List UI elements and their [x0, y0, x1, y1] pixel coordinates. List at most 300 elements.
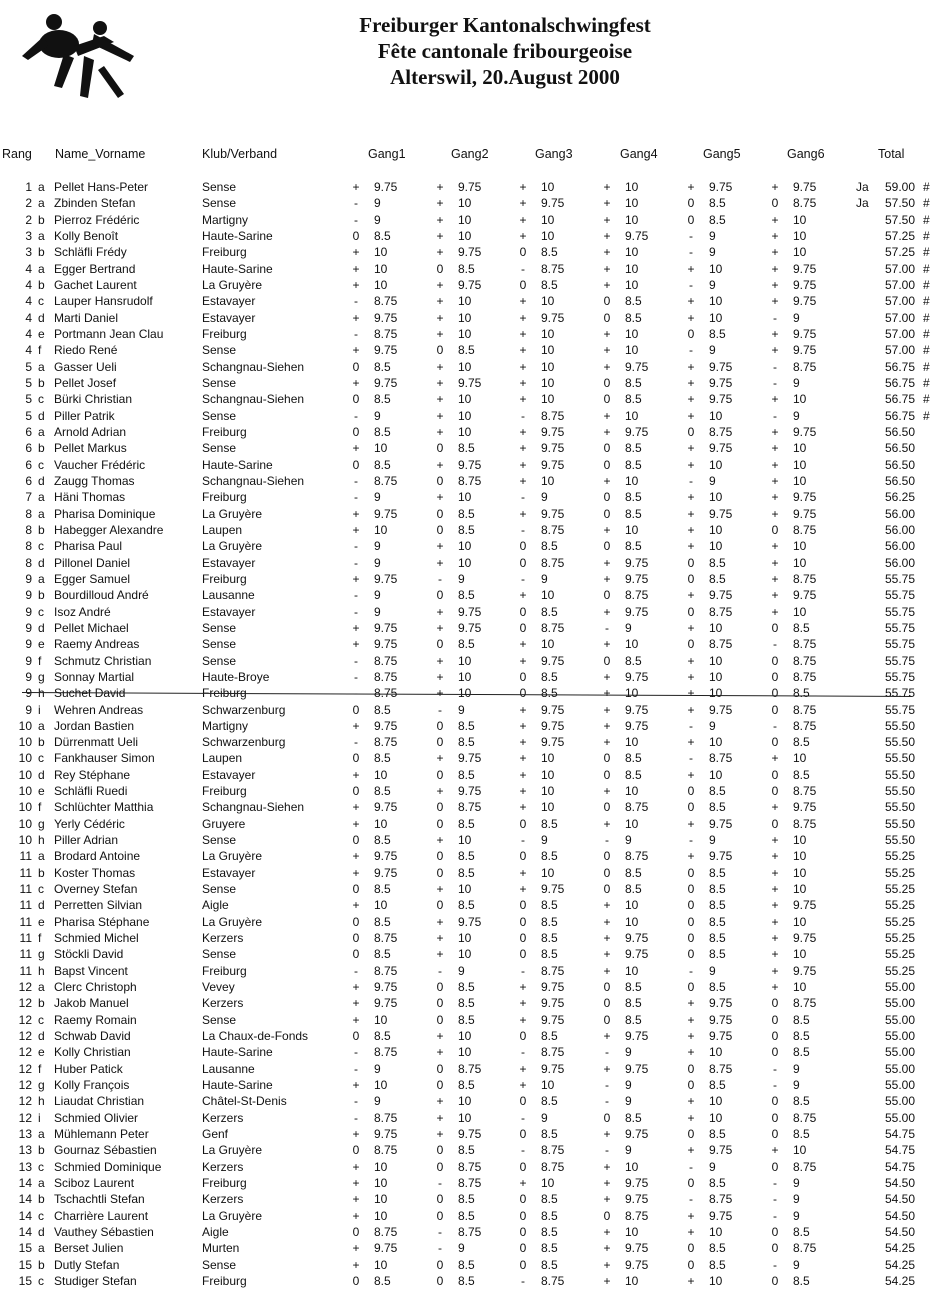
gang2-result-mark: +	[436, 359, 444, 374]
gang4-result-mark: +	[603, 963, 611, 978]
gang3-score: 8.75	[541, 261, 565, 276]
gang5-score: 10	[709, 539, 723, 554]
total-score: 57.50	[884, 212, 915, 227]
gang3-result-mark: +	[519, 588, 527, 603]
gang5-score: 8.5	[709, 1176, 726, 1191]
gang4-result-mark: 0	[603, 457, 611, 472]
total-score: 55.00	[884, 1094, 915, 1109]
total-score: 57.25	[884, 228, 915, 243]
wrestler-name: Raemy Andreas	[54, 637, 140, 652]
gang6-score: 9.75	[793, 490, 817, 505]
rank-suffix: d	[38, 620, 45, 635]
gang1-result-mark: -	[354, 963, 358, 978]
total-score: 55.25	[884, 898, 915, 913]
club-name: La Gruyère	[202, 277, 263, 292]
gang3-score: 8.5	[541, 604, 558, 619]
total-score: 55.25	[884, 963, 915, 978]
gang6-score: 10	[793, 555, 807, 570]
club-name: Aigle	[202, 898, 229, 913]
gang2-result-mark: 0	[436, 816, 444, 831]
rank-number: 10	[18, 784, 32, 799]
wrestler-name: Suchet David	[54, 686, 126, 701]
rank-suffix: d	[38, 473, 45, 488]
gang3-score: 9.75	[541, 1061, 565, 1076]
gang5-score: 10	[709, 653, 723, 668]
rank-number: 6	[25, 473, 32, 488]
gang6-score: 8.75	[793, 359, 817, 374]
gang3-result-mark: +	[519, 441, 527, 456]
gang1-result-mark: 0	[352, 833, 360, 848]
gang5-score: 9.75	[709, 441, 733, 456]
total-score: 56.75	[884, 359, 915, 374]
gang2-score: 10	[458, 196, 472, 211]
gang3-result-mark: 0	[519, 245, 527, 260]
gang4-score: 9.75	[625, 555, 649, 570]
gang5-result-mark: +	[687, 1273, 695, 1288]
gang5-result-mark: 0	[687, 980, 695, 995]
gang2-result-mark: 0	[436, 1192, 444, 1207]
rank-suffix: c	[38, 392, 44, 407]
gang2-score: 10	[458, 1094, 472, 1109]
gang1-score: 10	[374, 522, 388, 537]
gang1-result-mark: 0	[352, 359, 360, 374]
gang5-result-mark: +	[687, 669, 695, 684]
gang5-score: 9.75	[709, 375, 733, 390]
gang5-score: 8.5	[709, 212, 726, 227]
gang5-result-mark: 0	[687, 212, 695, 227]
gang4-score: 8.5	[625, 539, 642, 554]
club-name: Estavayer	[202, 555, 256, 570]
club-name: Sense	[202, 441, 237, 456]
gang3-score: 10	[541, 228, 555, 243]
gang3-score: 8.5	[541, 1029, 558, 1044]
gang3-result-mark: -	[521, 1110, 525, 1125]
hash-mark: #	[923, 261, 930, 276]
gang6-score: 8.5	[793, 1029, 810, 1044]
gang3-score: 8.5	[541, 898, 558, 913]
gang3-score: 9.75	[541, 735, 565, 750]
gang3-result-mark: +	[519, 424, 527, 439]
rank-number: 8	[25, 522, 32, 537]
gang5-result-mark: 0	[687, 800, 695, 815]
wrestler-name: Pharisa Paul	[54, 539, 123, 554]
club-name: Freiburg	[202, 490, 247, 505]
wrestler-name: Egger Samuel	[54, 571, 131, 586]
gang6-result-mark: +	[771, 180, 779, 194]
table-row	[0, 767, 945, 783]
gang2-result-mark: +	[436, 931, 444, 946]
gang2-score: 8.75	[458, 1225, 482, 1239]
gang5-result-mark: +	[687, 408, 695, 423]
gang6-score: 9.75	[793, 506, 817, 521]
gang3-result-mark: -	[521, 833, 525, 848]
gang4-result-mark: 0	[603, 588, 611, 603]
gang1-result-mark: -	[354, 326, 358, 341]
rank-number: 2	[25, 212, 32, 227]
gang5-result-mark: +	[687, 310, 695, 325]
gang3-result-mark: +	[519, 457, 527, 472]
table-row	[0, 1126, 945, 1142]
gang6-result-mark: +	[771, 980, 779, 995]
gang4-score: 9.75	[625, 1176, 649, 1191]
rank-suffix: b	[38, 865, 45, 880]
gang1-result-mark: 0	[352, 424, 360, 439]
gang1-result-mark: +	[352, 180, 360, 194]
gang5-score: 8.5	[709, 898, 726, 913]
table-row	[0, 1159, 945, 1175]
total-score: 54.25	[884, 1241, 915, 1256]
club-name: Schangnau-Siehen	[202, 392, 305, 407]
rank-suffix: e	[38, 326, 45, 341]
rank-number: 15	[18, 1273, 32, 1288]
rank-suffix: a	[38, 1127, 45, 1142]
gang2-result-mark: +	[436, 751, 444, 766]
gang3-result-mark: +	[519, 375, 527, 390]
wrestler-name: Tschachtli Stefan	[54, 1192, 145, 1207]
table-row	[0, 620, 945, 636]
club-name: Châtel-St-Denis	[202, 1094, 287, 1109]
gang2-score: 10	[458, 490, 472, 505]
gang5-result-mark: +	[687, 1208, 695, 1223]
gang4-result-mark: +	[603, 931, 611, 946]
wrestler-name: Yerly Cédéric	[54, 816, 125, 831]
gang5-result-mark: 0	[687, 326, 695, 341]
table-row	[0, 1012, 945, 1028]
gang6-result-mark: +	[771, 506, 779, 521]
gang6-result-mark: +	[771, 947, 779, 962]
gang5-result-mark: 0	[687, 898, 695, 913]
club-name: Schangnau-Siehen	[202, 473, 305, 488]
club-name: Kerzers	[202, 996, 244, 1011]
gang3-result-mark: -	[521, 571, 525, 586]
gang6-result-mark: 0	[771, 1273, 779, 1288]
gang2-result-mark: 0	[436, 1078, 444, 1093]
gang3-score: 8.75	[541, 963, 565, 978]
gang4-score: 9	[625, 1143, 632, 1158]
gang6-score: 9.75	[793, 588, 817, 603]
gang1-score: 8.75	[374, 1143, 398, 1158]
hash-mark: #	[923, 392, 930, 407]
gang5-result-mark: 0	[687, 1061, 695, 1076]
gang6-score: 9.75	[793, 800, 817, 815]
gang6-score: 9.75	[793, 931, 817, 946]
document-title	[250, 12, 760, 90]
gang4-result-mark: +	[603, 261, 611, 276]
club-name: Freiburg	[202, 571, 247, 586]
gang3-score: 9.75	[541, 702, 565, 717]
gang6-result-mark: 0	[771, 1029, 779, 1044]
gang3-result-mark: +	[519, 310, 527, 325]
gang2-score: 10	[458, 947, 472, 962]
gang3-result-mark: 0	[519, 1257, 527, 1272]
gang6-result-mark: +	[771, 277, 779, 292]
gang2-score: 10	[458, 310, 472, 325]
gang6-result-mark: +	[771, 294, 779, 309]
table-row	[0, 1175, 945, 1191]
gang3-score: 9.75	[541, 196, 565, 211]
header-gang3: Gang3	[535, 147, 573, 161]
gang1-score: 8.75	[374, 1045, 398, 1060]
club-name: Estavayer	[202, 865, 256, 880]
gang3-score: 8.75	[541, 1159, 565, 1174]
total-score: 55.25	[884, 914, 915, 929]
gang3-score: 8.75	[541, 522, 565, 537]
table-row	[0, 375, 945, 391]
gang5-result-mark: -	[689, 1192, 693, 1207]
gang2-result-mark: +	[436, 326, 444, 341]
wrestler-name: Huber Patick	[54, 1061, 123, 1076]
total-score: 54.25	[884, 1257, 915, 1272]
gang4-result-mark: +	[603, 898, 611, 913]
gang4-result-mark: 0	[603, 294, 611, 309]
gang6-score: 10	[793, 604, 807, 619]
club-name: Sense	[202, 637, 237, 652]
gang2-result-mark: 0	[436, 1257, 444, 1272]
gang1-score: 9	[374, 588, 381, 603]
rank-number: 9	[25, 702, 32, 717]
gang6-result-mark: -	[773, 637, 777, 652]
gang1-score: 9.75	[374, 180, 398, 194]
total-score: 55.75	[884, 604, 915, 619]
gang6-result-mark: +	[771, 914, 779, 929]
gang5-result-mark: +	[687, 849, 695, 864]
table-row	[0, 293, 945, 309]
gang6-result-mark: 0	[771, 522, 779, 537]
rank-number: 4	[25, 294, 32, 309]
table-row	[0, 1028, 945, 1044]
club-name: Murten	[202, 1241, 240, 1256]
gang5-score: 8.5	[709, 1078, 726, 1093]
gang3-score: 10	[541, 751, 555, 766]
gang2-score: 9.75	[458, 914, 482, 929]
gang2-result-mark: 0	[436, 588, 444, 603]
gang4-score: 10	[625, 212, 639, 227]
rank-suffix: f	[38, 653, 42, 668]
gang4-result-mark: -	[605, 1078, 609, 1093]
gang4-result-mark: 0	[603, 539, 611, 554]
gang3-result-mark: 0	[519, 816, 527, 831]
wrestler-name: Pharisa Dominique	[54, 506, 156, 521]
gang3-score: 8.75	[541, 408, 565, 423]
gang3-score: 10	[541, 1078, 555, 1093]
gang3-score: 8.5	[541, 1257, 558, 1272]
gang6-score: 9	[793, 375, 800, 390]
gang1-result-mark: 0	[352, 1225, 360, 1239]
table-row	[0, 195, 945, 211]
rank-number: 12	[18, 1029, 32, 1044]
gang5-score: 9.75	[709, 849, 733, 864]
table-row	[0, 1093, 945, 1109]
rank-number: 4	[25, 310, 32, 325]
gang5-score: 8.5	[709, 882, 726, 897]
rank-suffix: b	[38, 522, 45, 537]
gang2-result-mark: 0	[436, 1273, 444, 1288]
club-name: Sense	[202, 833, 237, 848]
gang1-result-mark: +	[352, 343, 360, 358]
gang4-score: 8.75	[625, 1208, 649, 1223]
gang2-result-mark: -	[438, 1176, 442, 1191]
gang2-score: 8.5	[458, 1257, 475, 1272]
gang2-score: 9.75	[458, 457, 482, 472]
total-score: 55.75	[884, 686, 915, 701]
rank-suffix: f	[38, 931, 42, 946]
wrestler-name: Liaudat Christian	[54, 1094, 145, 1109]
gang1-result-mark: +	[352, 1192, 360, 1207]
gang4-result-mark: +	[603, 1192, 611, 1207]
rank-number: 9	[25, 653, 32, 668]
gang1-result-mark: +	[352, 620, 360, 635]
gang2-result-mark: 0	[436, 800, 444, 815]
gang2-score: 8.5	[458, 506, 475, 521]
rank-number: 10	[18, 800, 32, 815]
rank-suffix: c	[38, 294, 44, 309]
table-row	[0, 783, 945, 799]
gang1-score: 9	[374, 408, 381, 423]
gang6-score: 10	[793, 212, 807, 227]
gang5-result-mark: +	[687, 441, 695, 456]
gang1-score: 10	[374, 816, 388, 831]
club-name: Freiburg	[202, 326, 247, 341]
total-score: 56.25	[884, 490, 915, 505]
club-name: Gruyere	[202, 816, 246, 831]
gang6-score: 9.75	[793, 294, 817, 309]
table-row	[0, 1224, 945, 1240]
total-score: 54.75	[884, 1143, 915, 1158]
gang5-result-mark: +	[687, 375, 695, 390]
gang6-result-mark: -	[773, 408, 777, 423]
gang5-result-mark: +	[687, 1094, 695, 1109]
gang3-score: 10	[541, 784, 555, 799]
gang3-score: 8.5	[541, 1208, 558, 1223]
gang6-result-mark: 0	[771, 669, 779, 684]
gang6-score: 8.5	[793, 1012, 810, 1027]
gang1-result-mark: +	[352, 996, 360, 1011]
gang5-score: 9.75	[709, 1012, 733, 1027]
club-name: Freiburg	[202, 1176, 247, 1191]
gang2-score: 9.75	[458, 1127, 482, 1142]
gang1-score: 9.75	[374, 620, 398, 635]
rank-suffix: a	[38, 359, 45, 374]
gang2-score: 8.5	[458, 1208, 475, 1223]
gang6-result-mark: -	[773, 1061, 777, 1076]
gang1-result-mark: -	[354, 686, 358, 701]
gang4-result-mark: +	[603, 947, 611, 962]
gang3-score: 8.5	[541, 931, 558, 946]
gang2-score: 10	[458, 326, 472, 341]
total-score: 55.00	[884, 1012, 915, 1027]
rank-number: 9	[25, 604, 32, 619]
gang3-result-mark: -	[521, 522, 525, 537]
club-name: Sense	[202, 408, 237, 423]
title-line-1: Freiburger Kantonalschwingfest	[359, 13, 651, 37]
club-name: Laupen	[202, 522, 243, 537]
gang3-score: 8.5	[541, 1225, 558, 1239]
gang5-result-mark: 0	[687, 196, 695, 211]
gang1-score: 8.5	[374, 359, 391, 374]
rank-suffix: a	[38, 1241, 45, 1256]
gang1-score: 8.75	[374, 686, 398, 701]
gang2-score: 8.5	[458, 1012, 475, 1027]
gang6-score: 10	[793, 833, 807, 848]
wrestler-name: Zbinden Stefan	[54, 196, 136, 211]
rank-suffix: b	[38, 588, 45, 603]
table-row	[0, 391, 945, 407]
rank-number: 9	[25, 588, 32, 603]
gang1-result-mark: -	[354, 473, 358, 488]
gang2-result-mark: 0	[436, 1159, 444, 1174]
wrestler-name: Kolly François	[54, 1078, 130, 1093]
gang4-result-mark: +	[603, 359, 611, 374]
gang2-result-mark: +	[436, 310, 444, 325]
gang1-result-mark: 0	[352, 784, 360, 799]
gang2-result-mark: +	[436, 294, 444, 309]
gang5-result-mark: +	[687, 1110, 695, 1125]
gang3-score: 9	[541, 490, 548, 505]
gang1-result-mark: +	[352, 245, 360, 260]
club-name: Haute-Sarine	[202, 1045, 273, 1060]
rank-suffix: a	[38, 718, 45, 733]
header-klub: Klub/Verband	[202, 147, 278, 161]
hash-mark: #	[923, 359, 930, 374]
gang5-result-mark: +	[687, 1029, 695, 1044]
rank-suffix: b	[38, 375, 45, 390]
gang1-result-mark: 0	[352, 751, 360, 766]
gang5-result-mark: -	[689, 718, 693, 733]
gang4-score: 9.75	[625, 669, 649, 684]
gang1-score: 8.5	[374, 424, 391, 439]
rank-number: 13	[18, 1127, 32, 1142]
rank-suffix: a	[38, 196, 45, 211]
gang2-result-mark: +	[436, 653, 444, 668]
gang1-score: 9.75	[374, 849, 398, 864]
gang4-score: 9.75	[625, 702, 649, 717]
gang4-score: 10	[625, 686, 639, 701]
gang2-score: 10	[458, 833, 472, 848]
gang1-result-mark: +	[352, 1208, 360, 1223]
gang1-result-mark: -	[354, 490, 358, 505]
gang1-score: 8.5	[374, 702, 391, 717]
total-score: 55.00	[884, 1029, 915, 1044]
gang6-score: 9	[793, 1078, 800, 1093]
wrestler-name: Lauper Hansrudolf	[54, 294, 153, 309]
gang3-result-mark: 0	[519, 669, 527, 684]
gang4-result-mark: 0	[603, 375, 611, 390]
table-row	[0, 604, 945, 620]
gang5-score: 9	[709, 277, 716, 292]
gang4-score: 10	[625, 196, 639, 211]
gang4-score: 9.75	[625, 1241, 649, 1256]
gang2-score: 8.5	[458, 261, 475, 276]
gang6-score: 9	[793, 1208, 800, 1223]
gang5-score: 9.75	[709, 1143, 733, 1158]
gang5-score: 10	[709, 735, 723, 750]
gang1-result-mark: +	[352, 1257, 360, 1272]
gang6-result-mark: 0	[771, 702, 779, 717]
gang3-result-mark: +	[519, 359, 527, 374]
rank-number: 4	[25, 277, 32, 292]
total-score: 55.75	[884, 637, 915, 652]
rank-number: 2	[25, 196, 32, 211]
gang5-result-mark: +	[687, 767, 695, 782]
gang2-result-mark: -	[438, 702, 442, 717]
gang6-result-mark: +	[771, 457, 779, 472]
gang1-score: 9.75	[374, 800, 398, 815]
rank-number: 10	[18, 767, 32, 782]
gang6-score: 9	[793, 1257, 800, 1272]
gang2-result-mark: +	[436, 277, 444, 292]
gang2-score: 8.5	[458, 1143, 475, 1158]
gang2-result-mark: +	[436, 686, 444, 701]
